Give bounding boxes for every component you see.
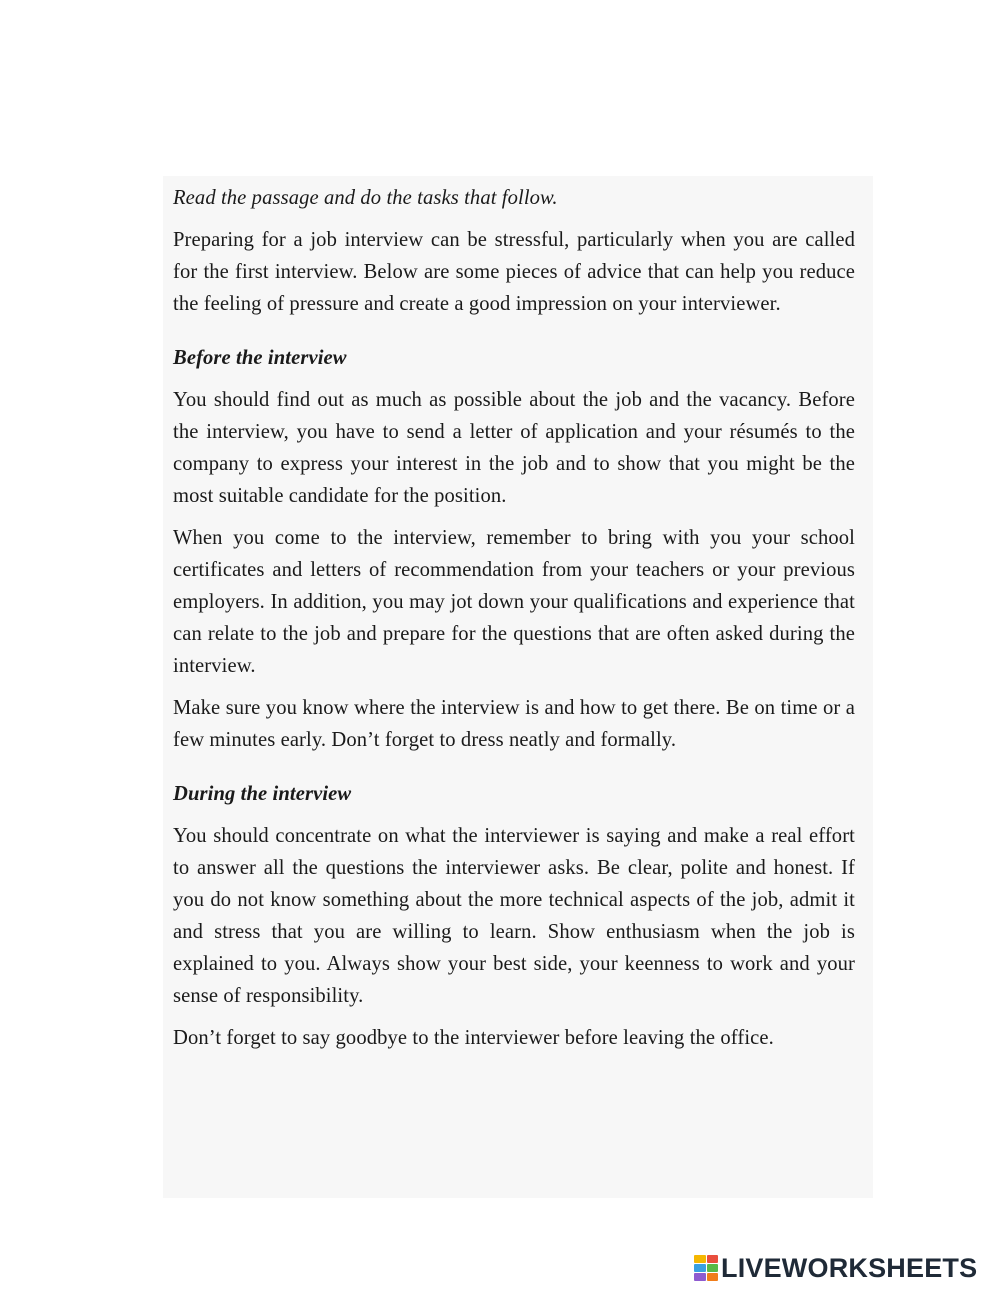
logo-square — [694, 1273, 706, 1281]
logo-square — [707, 1264, 719, 1272]
logo-square — [694, 1255, 706, 1263]
reading-passage — [173, 182, 855, 1064]
section-heading-before: Before the interview — [173, 347, 347, 369]
paragraph: Make sure you know where the interview is and how to get there. Be on time or a few minutes early. Don’t forget to dress neatly and formally. — [173, 697, 855, 751]
section-heading-during: During the interview — [173, 783, 352, 805]
logo-text: LIVEWORKSHEETS — [721, 1252, 978, 1283]
liveworksheets-logo[interactable] — [694, 1253, 977, 1283]
paragraph: When you come to the interview, remember to bring with you your school certificates and letters of recommendation from your teachers or your previous employers. In addition, you may jot down your qualifications and experience that can relate to the job and prepare for the questions that are often asked during the interview. — [173, 527, 855, 677]
logo-square — [707, 1255, 719, 1263]
paragraph: You should find out as much as possible about the job and the vacancy. Before the interview, you have to send a letter of application and your résumés to the company to express your interest in the job and to show that you might be the most suitable candidate for the position. — [173, 389, 855, 507]
liveworksheets-logo-icon — [694, 1255, 718, 1281]
paragraph: Don’t forget to say goodbye to the interviewer before leaving the office. — [173, 1027, 774, 1049]
intro-paragraph: Preparing for a job interview can be stressful, particularly when you are called for the first interview. Below are some pieces of advice that can help you reduce the feeling of pressure and create a good impression on your interviewer. — [173, 229, 855, 315]
logo-square — [707, 1273, 719, 1281]
paragraph: You should concentrate on what the interviewer is saying and make a real effort to answer all the questions the interviewer asks. Be clear, polite and honest. If you do not know something about the more technical aspects of the job, admit it and stress that you are willing to learn. Show enthusiasm when the job is explained to you. Always show your best side, your keenness to work and your sense of responsibility. — [173, 825, 855, 1007]
logo-square — [694, 1264, 706, 1272]
task-instruction: Read the passage and do the tasks that follow. — [173, 187, 558, 209]
